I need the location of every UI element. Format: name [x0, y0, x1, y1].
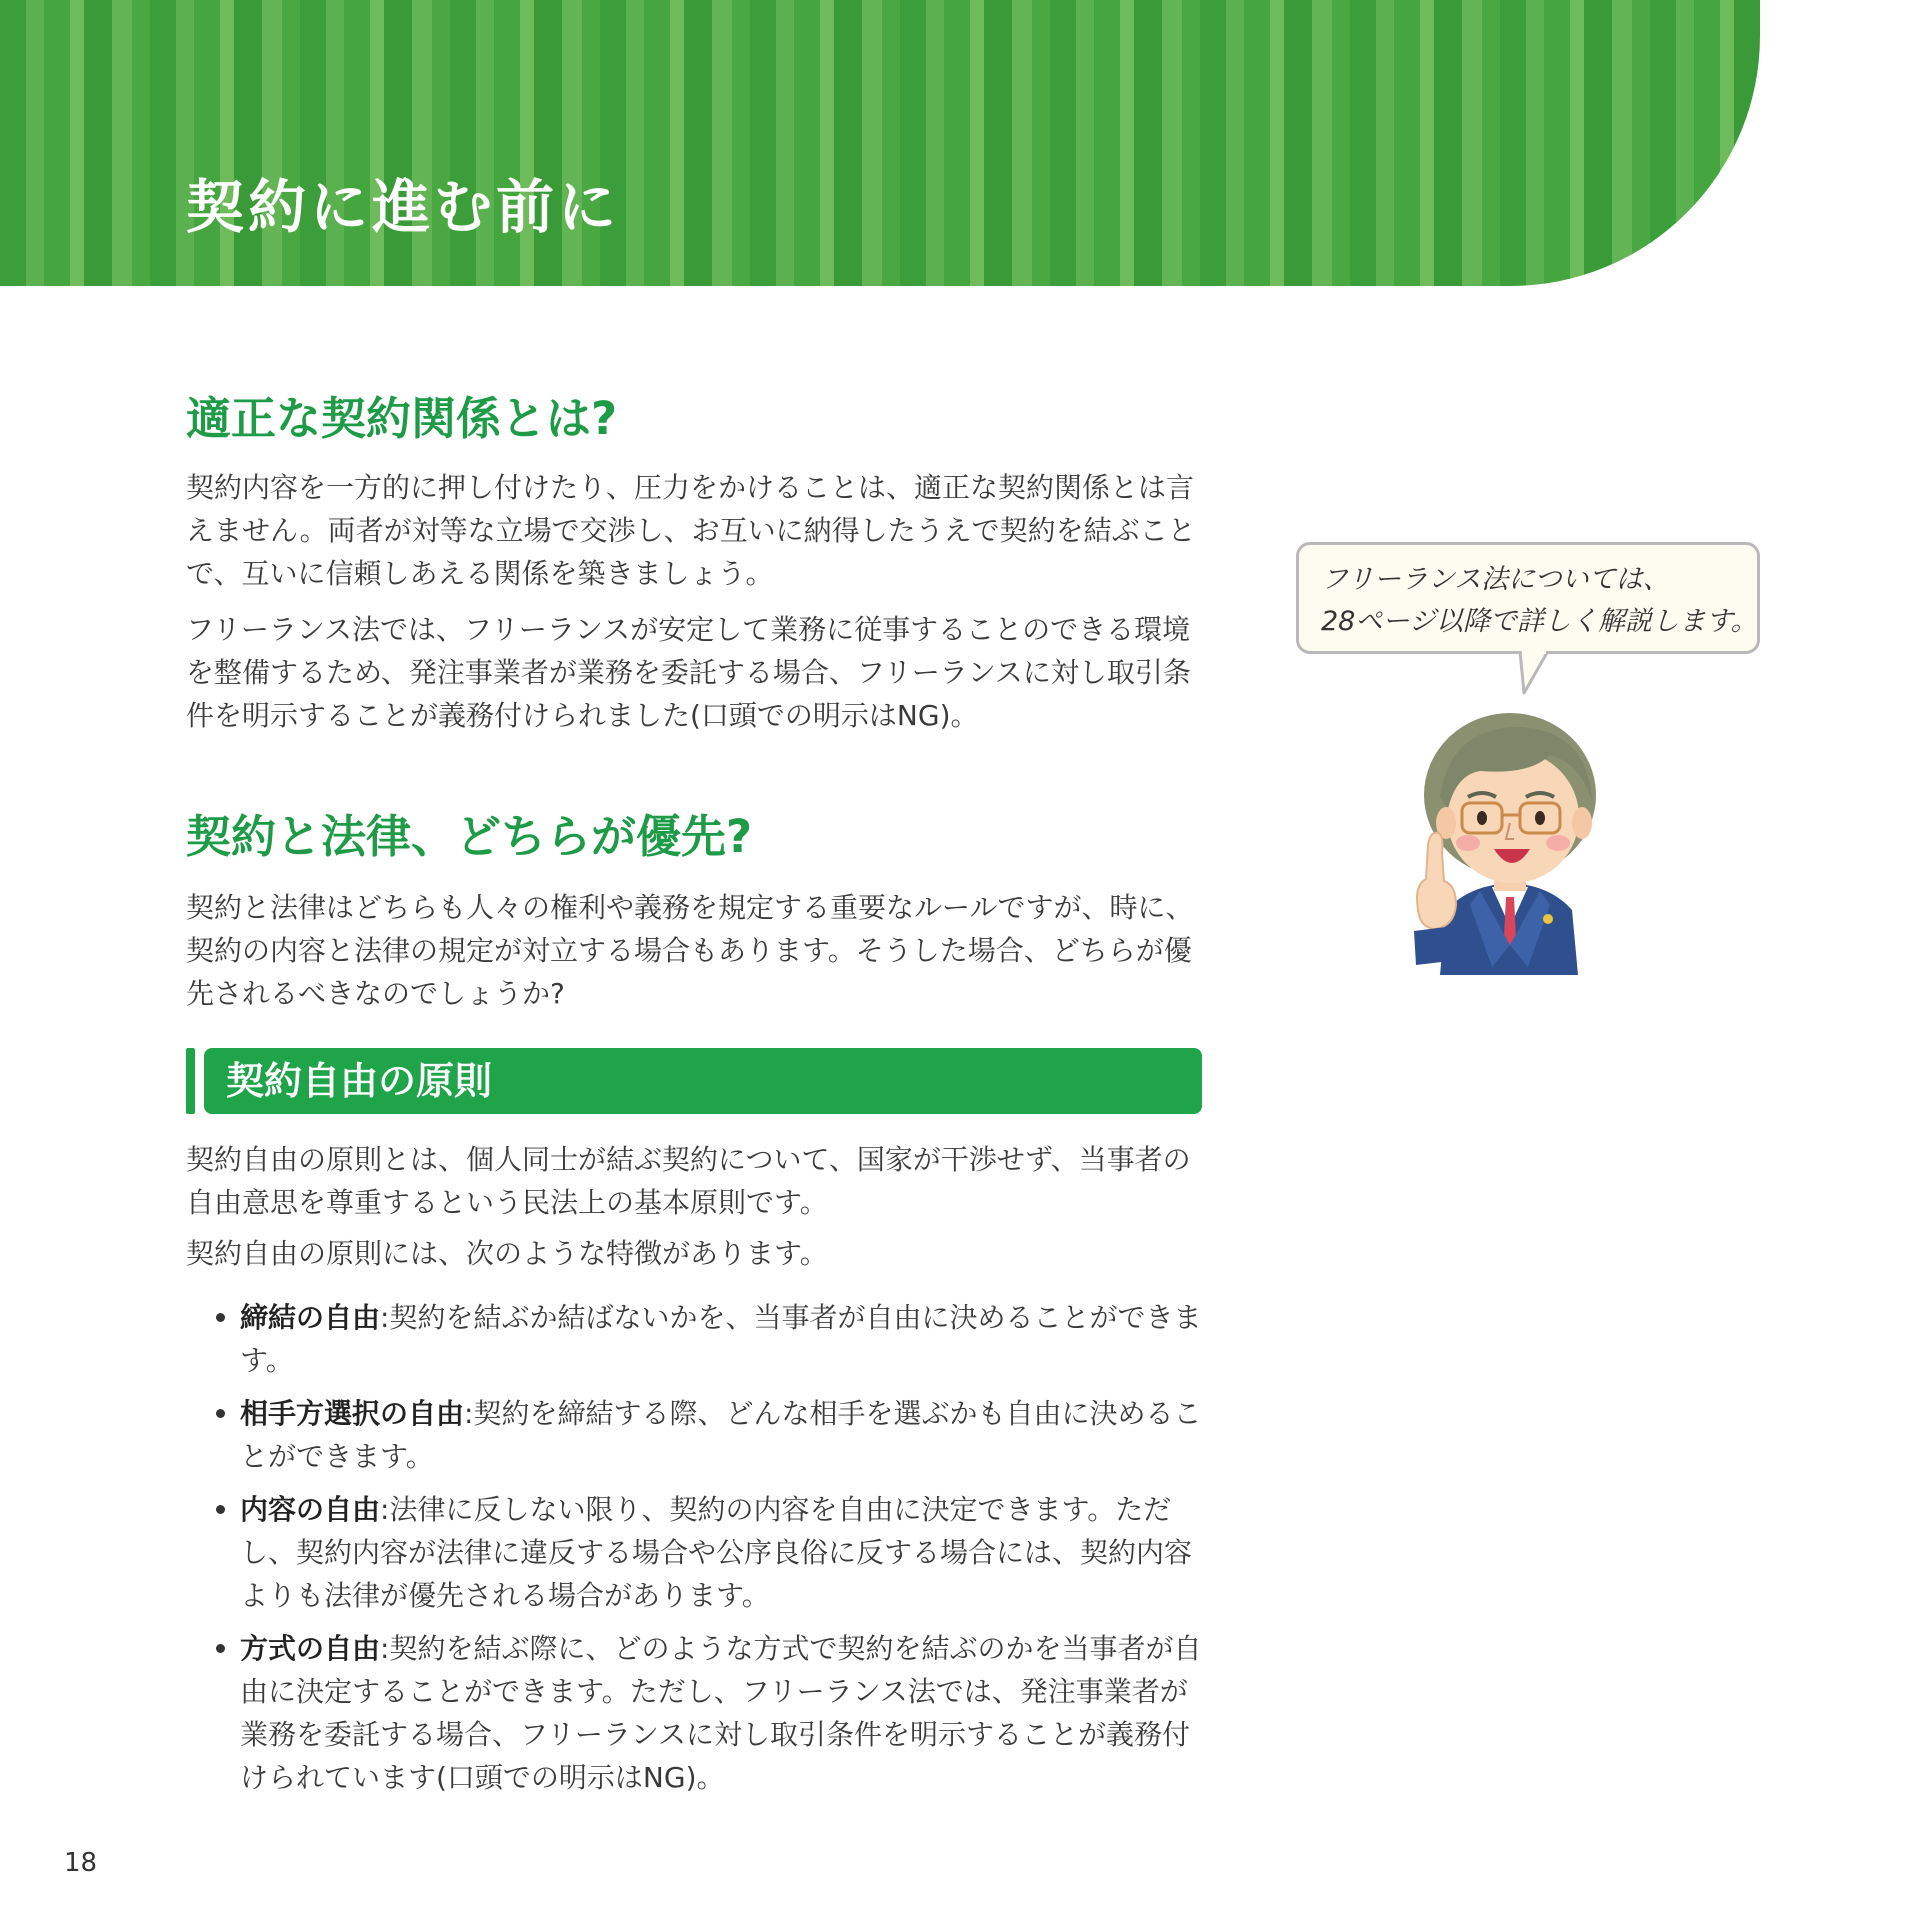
speech-bubble-line-2: 28ページ以降で詳しく解説します。	[1321, 606, 1758, 637]
section-heading-contract-vs-law: 契約と法律、どちらが優先?	[186, 810, 753, 863]
list-item-text: :契約を締結する際、どんな相手を選ぶかも自由に決めることができます。	[240, 1397, 1202, 1473]
bullet-icon	[216, 1313, 225, 1322]
page-header-banner	[0, 0, 1760, 286]
bullet-icon	[216, 1505, 225, 1514]
list-item	[186, 1627, 1206, 1799]
list-item-text: :契約を結ぶ際に、どのような方式で契約を結ぶのかを当事者が自由に決定することができます。ただし、フリーランス法では、発注事業者が業務を委託する場合、フリーランスに対し取引条件を明示することが義務付けられています(口頭での明示はNG)。	[240, 1632, 1202, 1794]
section2-paragraph-1: 契約と法律はどちらも人々の権利や義務を規定する重要なルールですが、時に、契約の内容と法律の規定が対立する場合もあります。そうした場合、どちらが優先されるべきなのでしょうか?	[186, 891, 1194, 1010]
subsection-heading-bar	[186, 1048, 1202, 1114]
subsection-paragraph-2: 契約自由の原則には、次のような特徴があります。	[186, 1237, 828, 1270]
list-item-term: 内容の自由	[240, 1493, 381, 1526]
list-item	[186, 1488, 1206, 1617]
list-item-text: :法律に反しない限り、契約の内容を自由に決定できます。ただし、契約内容が法律に違反する場合や公序良俗に反する場合には、契約内容よりも法律が優先される場合があります。	[240, 1493, 1193, 1612]
section1-paragraph-2: フリーランス法では、フリーランスが安定して業務に従事することのできる環境を整備するため、発注事業者が業務を委託する場合、フリーランスに対し取引条件を明示することが義務付けられました(口頭での明示はNG)。	[186, 613, 1191, 732]
speech-bubble-tail-icon	[1518, 651, 1558, 695]
freedom-principles-list	[186, 1296, 1206, 1809]
list-item-term: 方式の自由	[240, 1632, 381, 1665]
list-item-term: 相手方選択の自由	[240, 1397, 465, 1430]
lawyer-character-illustration-icon	[1410, 705, 1610, 975]
speech-bubble-line-1: フリーランス法については、	[1321, 564, 1670, 595]
section-heading-proper-contract: 適正な契約関係とは?	[186, 392, 618, 445]
list-item	[186, 1296, 1206, 1382]
list-item-term: 締結の自由	[240, 1301, 381, 1334]
bullet-icon	[216, 1644, 225, 1653]
list-item-text: :契約を結ぶか結ばないかを、当事者が自由に決めることができます。	[240, 1301, 1202, 1377]
section1-paragraph-1: 契約内容を一方的に押し付けたり、圧力をかけることは、適正な契約関係とは言えません。両者が対等な立場で交渉し、お互いに納得したうえで契約を結ぶことで、互いに信頼しあえる関係を築きましょう。	[186, 471, 1196, 590]
page-title: 契約に進む前に	[186, 173, 621, 241]
speech-bubble	[1296, 542, 1760, 654]
heading-bar-accent	[186, 1048, 195, 1114]
page-number: 18	[64, 1848, 98, 1878]
bullet-icon	[216, 1409, 225, 1418]
subsection-paragraph-1: 契約自由の原則とは、個人同士が結ぶ契約について、国家が干渉せず、当事者の自由意思を尊重するという民法上の基本原則です。	[186, 1143, 1191, 1219]
list-item	[186, 1392, 1206, 1478]
subsection-heading: 契約自由の原則	[204, 1048, 1202, 1114]
